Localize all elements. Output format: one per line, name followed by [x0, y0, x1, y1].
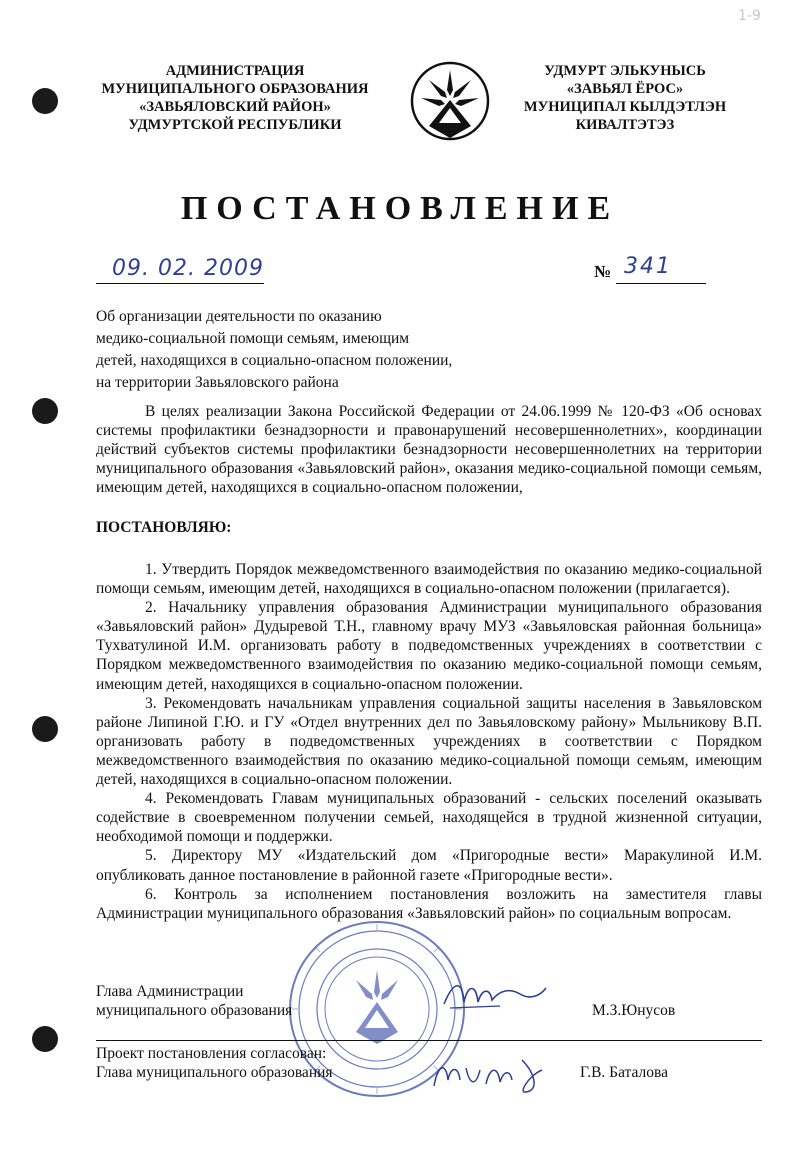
header-right-line-4: КИВАЛТЭТЭЗ — [575, 117, 675, 133]
signature-position-line-2: муниципального образования — [96, 1002, 293, 1019]
subject-line-1: Об организации деятельности по оказанию — [96, 308, 382, 325]
decree-item-2: 2. Начальнику управления образования Администрации муниципального образования «Завьяловский район» Дудыревой Т.Н., главному врачу МУЗ «Завьяловская районная больница» Тухватулиной И.М. организовать работу в подведомственных учреждениях в соответствии с Порядком межведомственного взаимодействия по оказанию медико-социальной помощи семьям, имеющим детей, находящихся в социально-опасном положении. — [96, 599, 762, 693]
punch-hole-2 — [32, 398, 58, 424]
approval-line-2: Глава муниципального образования — [96, 1064, 333, 1081]
approval-name: Г.В. Баталова — [580, 1064, 669, 1081]
number-label: № — [594, 262, 612, 281]
document-subject — [96, 306, 452, 394]
header-right-line-2: «ЗАВЬЯЛ ЁРОС» — [566, 81, 684, 97]
decree-items — [96, 560, 762, 923]
punch-hole-4 — [32, 1026, 58, 1052]
approval-divider — [96, 1040, 762, 1041]
decree-item-3: 3. Рекомендовать начальникам управления социальной защиты населения в Завьяловском районе Липиной Г.Ю. и ГУ «Отдел внутренних дел по Завьяловскому району» Мыльникову В.П. организовать работу в подведомственных учреждениях в соответствии с Порядком межведомственного взаимодействия по оказанию медико-социальной помощи семьям, имеющим детей, находящихся в социально-опасном положении. — [96, 694, 762, 789]
preamble-text: В целях реализации Закона Российской Федерации от 24.06.1999 № 120-ФЗ «Об основах системы профилактики безнадзорности и правонарушений несовершеннолетних», координации действий субъектов системы профилактики безнадзорности несовершеннолетних на территории муниципального образования «Завьяловский район», оказания медико-социальной помощи семьям, имеющим детей, находящихся в социально-опасном положении, — [96, 403, 762, 496]
decree-word: ПОСТАНОВЛЯЮ: — [96, 519, 232, 536]
document-number: 341 — [624, 254, 672, 279]
header-left-line-3: «ЗАВЬЯЛОВСКИЙ РАЙОН» — [139, 99, 331, 115]
header-right-line-3: МУНИЦИПАЛ КЫЛДЭТЛЭН — [523, 99, 727, 115]
district-emblem-icon — [409, 60, 491, 142]
header-left-line-1: АДМИНИСТРАЦИЯ — [165, 63, 305, 79]
subject-line-4: на территории Завьяловского района — [96, 374, 339, 391]
document-title: ПОСТАНОВЛЕНИЕ — [180, 190, 620, 227]
approval-line-1: Проект постановления согласован: — [96, 1045, 327, 1062]
preamble — [96, 402, 762, 497]
subject-line-2: медико-социальной помощи семьям, имеющим — [96, 330, 410, 347]
signatory-name: М.З.Юнусов — [592, 1002, 676, 1019]
signature-position-line-1: Глава Администрации — [96, 983, 244, 1000]
punch-hole-1 — [32, 88, 58, 114]
subject-line-3: детей, находящихся в социально-опасном положении, — [96, 352, 453, 369]
decree-item-5: 5. Директору МУ «Издательский дом «Пригородные вести» Маракулиной И.М. опубликовать данное постановление в районной газете «Пригородные вести». — [96, 847, 762, 884]
handwritten-signature-1 — [440, 974, 550, 1019]
number-underline — [616, 283, 706, 284]
header-left-line-4: УДМУРТСКОЙ РЕСПУБЛИКИ — [128, 117, 342, 133]
header-right-line-1: УДМУРТ ЭЛЬКУНЫСЬ — [544, 63, 706, 79]
decree-item-4: 4. Рекомендовать Главам муниципальных образований - сельских поселений оказывать содействие в своевременном получении семьей, находящейся в трудной жизненной ситуации, необходимой помощи и поддержки. — [96, 790, 762, 846]
handwritten-signature-2 — [430, 1050, 560, 1101]
header-right — [520, 62, 730, 134]
decree-item-1: 1. Утвердить Порядок межведомственного взаимодействия по оказанию медико-социальной помощи семьям, имеющим детей, находящихся в социально-опасном положении (прилагается). — [96, 561, 762, 598]
document-date: 09. 02. 2009 — [112, 256, 264, 281]
corner-note: 1-9 — [738, 8, 761, 24]
header-left — [100, 62, 370, 134]
date-underline — [96, 283, 264, 284]
header-left-line-2: МУНИЦИПАЛЬНОГО ОБРАЗОВАНИЯ — [101, 81, 369, 97]
decree-item-6: 6. Контроль за исполнением постановления возложить на заместителя главы Администрации муниципального образования «Завьяловский район» по социальным вопросам. — [96, 885, 762, 922]
punch-hole-3 — [32, 716, 58, 742]
